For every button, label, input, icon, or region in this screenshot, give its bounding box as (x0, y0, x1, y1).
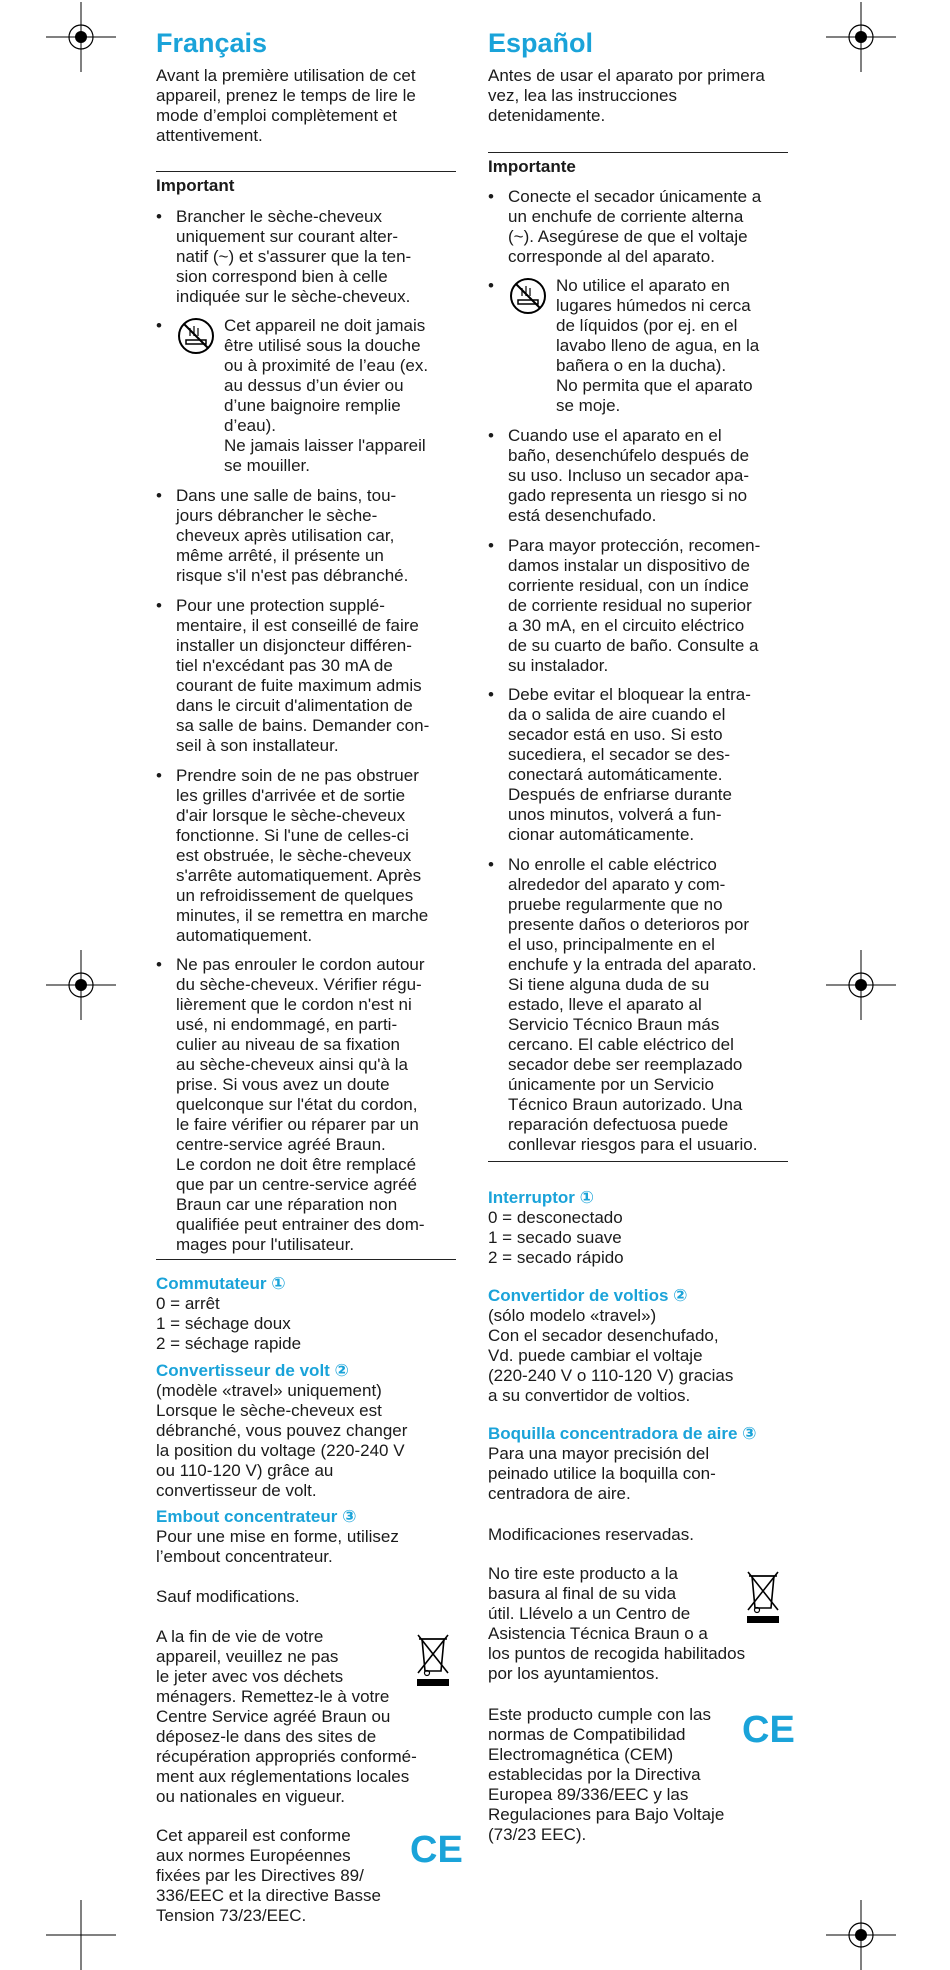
french-modifications: Sauf modifications. (156, 1587, 300, 1606)
registration-mark-bottom-right (826, 1900, 896, 1970)
french-divider-bottom (156, 1259, 456, 1260)
french-nozzle-title: Embout concentrateur ③ (156, 1507, 357, 1526)
spanish-title: Español (488, 28, 594, 58)
crossed-bin-icon (744, 1568, 782, 1624)
spanish-disposal-text: No tire este producto a la basura al final de su vida útil. Llévelo a un Centro de Asistencia Técnica Braun o a los puntos de recogida habilitados por los ayuntamientos. (488, 1564, 746, 1683)
spanish-divider-top (488, 152, 788, 153)
spanish-nozzle-title: Boquilla concentradora de aire ③ (488, 1424, 757, 1443)
french-nozzle-text: Pour une mise en forme, utilisez l’embout concentrateur. (156, 1527, 399, 1566)
registration-mark-top-left (46, 2, 116, 72)
registration-mark-mid-right (826, 950, 896, 1020)
french-switch-title: Commutateur ① (156, 1274, 286, 1293)
french-switch-settings: 0 = arrêt 1 = séchage doux 2 = séchage rapide (156, 1294, 302, 1353)
french-volt-text: (modèle «travel» uniquement) Lorsque le sèche-cheveux est débranché, vous pouvez changer la position du voltage (220-240 V ou 110-120 V) grâce au convertisseur de volt. (156, 1381, 408, 1500)
french-title: Français (156, 28, 268, 58)
registration-mark-mid-left (46, 950, 116, 1020)
spanish-switch-settings: 0 = desconectado 1 = secado suave 2 = secado rápido (488, 1208, 624, 1267)
spanish-divider-bottom (488, 1161, 788, 1162)
spanish-modifications: Modificaciones reservadas. (488, 1525, 694, 1544)
french-volt-title: Convertisseur de volt ② (156, 1361, 349, 1380)
ce-mark-icon: CE (742, 1709, 795, 1751)
registration-mark-bottom-left (46, 1900, 116, 1970)
spanish-intro: Antes de usar el aparato por primera vez, lea las instrucciones detenidamente. (488, 66, 765, 125)
french-important-heading: Important (156, 176, 235, 195)
spanish-nozzle-text: Para una mayor precisión del peinado utilice la boquilla con- centradora de aire. (488, 1444, 716, 1503)
spanish-volt-title: Convertidor de voltios ② (488, 1286, 688, 1305)
spanish-important-heading: Importante (488, 157, 576, 176)
no-shower-warning-icon (508, 276, 548, 316)
ce-mark-icon: CE (410, 1829, 463, 1871)
spanish-ce-text: Este producto cumple con las normas de Compatibilidad Electromagnética (CEM) establecidas por la Directiva Europea 89/336/EEC y las Regulaciones para Bajo Voltaje (73/23 EEC). (488, 1705, 725, 1844)
no-shower-warning-icon (176, 316, 216, 356)
french-intro: Avant la première utilisation de cet appareil, prenez le temps de lire le mode d’emploi complètement et attentivement. (156, 66, 416, 145)
french-disposal-text: A la fin de vie de votre appareil, veuillez ne pas le jeter avec vos déchets ménagers. Remettez-le à votre Centre Service agréé Braun ou déposez-le dans des sites de récupération appropriés conformé- ment aux réglementations locales ou nationales en vigueur. (156, 1627, 417, 1806)
french-divider-top (156, 171, 456, 172)
crossed-bin-icon (414, 1631, 452, 1687)
registration-mark-top-right (826, 2, 896, 72)
spanish-volt-text: (sólo modelo «travel») Con el secador desenchufado, Vd. puede cambiar el voltaje (220-240 V o 110-120 V) gracias a su convertidor de voltios. (488, 1306, 734, 1405)
spanish-switch-title: Interruptor ① (488, 1188, 595, 1207)
french-ce-text: Cet appareil est conforme aux normes Européennes fixées par les Directives 89/ 336/EEC et la directive Basse Tension 73/23/EEC. (156, 1826, 381, 1925)
